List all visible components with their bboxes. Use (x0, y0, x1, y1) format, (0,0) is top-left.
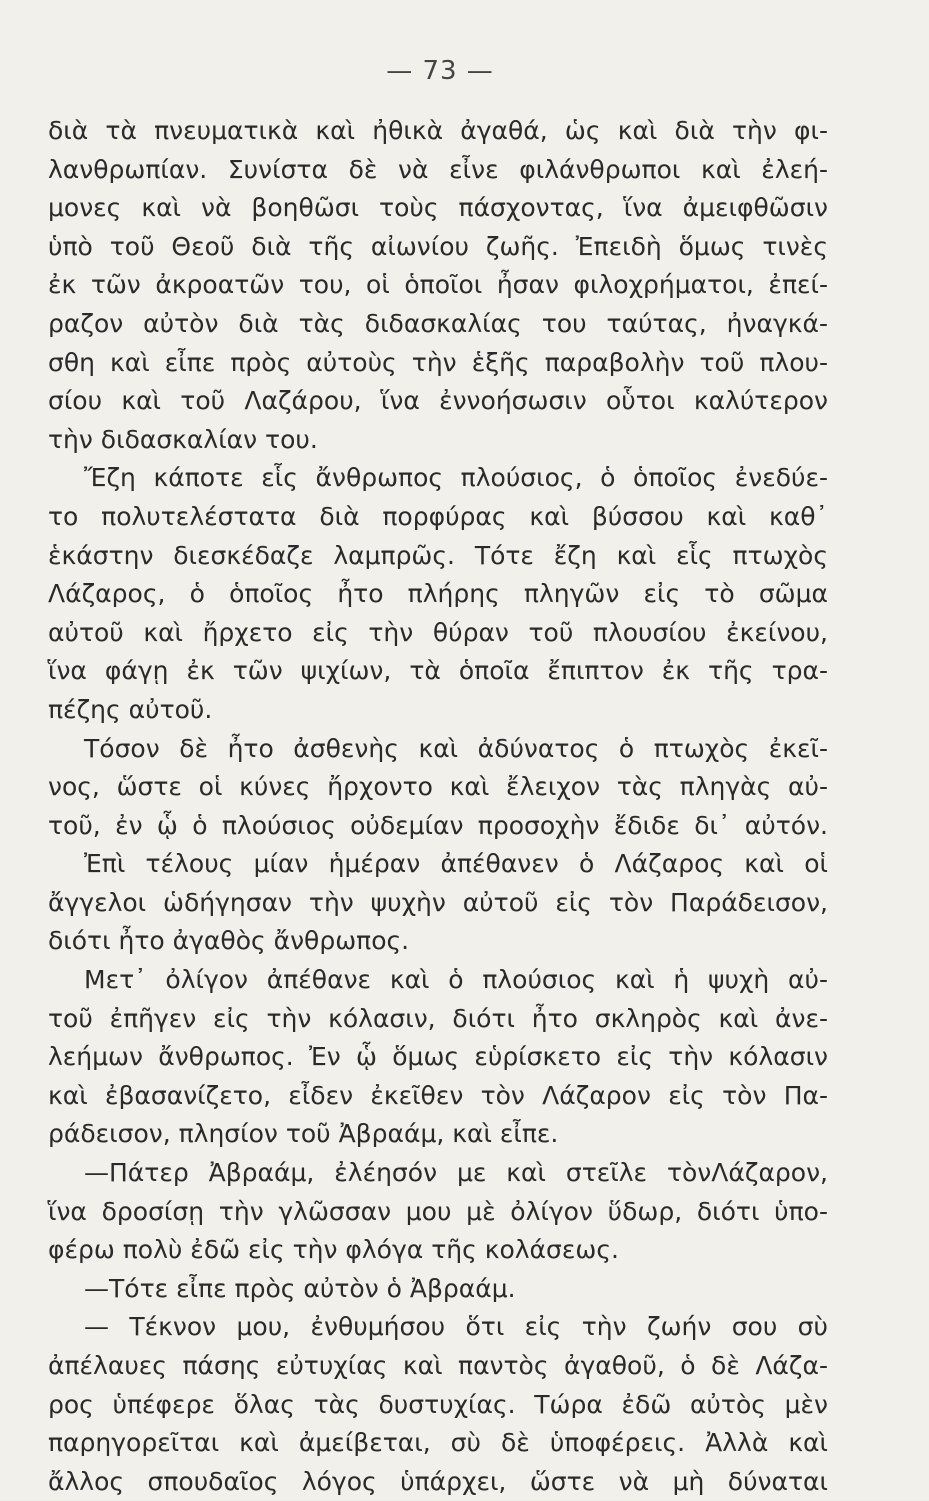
text-line: Ἔζη κάποτε εἷς ἄνθρωπος πλούσιος, ὁ ὁποῖος ἐνεδύε- (84, 463, 828, 493)
text-line: λεήμων ἄνθρωπος. Ἐν ᾧ ὅμως εὑρίσκετο εἰς τὴν κόλασιν (48, 1042, 828, 1072)
text-line: Λάζαρος, ὁ ὁποῖος ἦτο πλήρης πληγῶν εἰς τὸ σῶμα (48, 579, 828, 609)
text-line: μονες καὶ νὰ βοηθῶσι τοὺς πάσχοντας, ἵνα ἀμειφθῶσιν (48, 193, 828, 223)
page-number: — 73 — (386, 56, 494, 86)
text-line: ὑπὸ τοῦ Θεοῦ διὰ τῆς αἰωνίου ζωῆς. Ἐπειδὴ ὅμως τινὲς (48, 231, 828, 261)
text-line: ράδεισον, πλησίον τοῦ Ἀβραάμ, καὶ εἶπε. (48, 1119, 559, 1149)
text-line: καὶ ἐβασανίζετο, εἶδεν ἐκεῖθεν τὸν Λάζαρον εἰς τὸν Πα- (48, 1080, 828, 1110)
text-line: τὴν διδασκαλίαν του. (48, 424, 318, 454)
text-line: λανθρωπίαν. Συνίστα δὲ νὰ εἶνε φιλάνθρωποι καὶ ἐλεή- (48, 154, 828, 184)
text-line: ραζον αὐτὸν διὰ τὰς διδασκαλίας του ταύτας, ἠναγκά- (48, 308, 828, 338)
text-line: διότι ἦτο ἀγαθὸς ἄνθρωπος. (48, 926, 410, 956)
text-line: Μετ᾿ ὀλίγον ἀπέθανε καὶ ὁ πλούσιος καὶ ἡ ψυχὴ αὐ- (84, 965, 828, 995)
text-line: παρηγορεῖται καὶ ἀμείβεται, σὺ δὲ ὑποφέρεις. Ἀλλὰ καὶ (48, 1428, 828, 1458)
text-line: ἄλλος σπουδαῖος λόγος ὑπάρχει, ὥστε νὰ μὴ δύναται (48, 1466, 828, 1496)
text-line: διὰ τὰ πνευματικὰ καὶ ἠθικὰ ἀγαθά, ὡς καὶ διὰ τὴν φι- (48, 116, 828, 145)
text-line: —Τότε εἶπε πρὸς αὐτὸν ὁ Ἀβραάμ. (84, 1273, 516, 1303)
text-line: φέρω πολὺ ἐδῶ εἰς τὴν φλόγα τῆς κολάσεως. (48, 1235, 619, 1265)
text-line: το πολυτελέστατα διὰ πορφύρας καὶ βύσσου καὶ καθ᾿ (48, 501, 828, 531)
text-line: νος, ὥστε οἱ κύνες ἤρχοντο καὶ ἔλειχον τὰς πληγὰς αὐ- (48, 772, 828, 802)
text-line: — Τέκνον μου, ἐνθυμήσου ὅτι εἰς τὴν ζωήν σου σὺ (84, 1312, 828, 1342)
text-line: ἄγγελοι ὡδήγησαν τὴν ψυχὴν αὐτοῦ εἰς τὸν Παράδεισον, (48, 887, 828, 917)
text-line: τοῦ, ἐν ᾧ ὁ πλούσιος οὐδεμίαν προσοχὴν ἔδιδε δι᾿ αὐτόν. (48, 810, 828, 840)
text-line: ἵνα δροσίσῃ τὴν γλῶσσαν μου μὲ ὀλίγον ὕδωρ, διότι ὑπο- (48, 1196, 828, 1226)
text-line: ἀπέλαυες πάσης εὐτυχίας καὶ παντὸς ἀγαθοῦ, ὁ δὲ Λάζα- (48, 1351, 828, 1380)
text-line: Τόσον δὲ ἦτο ἀσθενὴς καὶ ἀδύνατος ὁ πτωχὸς ἐκεῖ- (84, 733, 828, 763)
text-line: ἐκ τῶν ἀκροατῶν του, οἱ ὁποῖοι ἦσαν φιλοχρήματοι, ἐπεί- (48, 270, 828, 300)
body-text (48, 112, 828, 1501)
text-line: σθη καὶ εἶπε πρὸς αὐτοὺς τὴν ἑξῆς παραβολὴν τοῦ πλου- (48, 347, 828, 377)
text-line: ρος ὑπέφερε ὅλας τὰς δυστυχίας. Τώρα ἐδῶ αὐτὸς μὲν (48, 1389, 828, 1419)
text-line: αὐτοῦ καὶ ἤρχετο εἰς τὴν θύραν τοῦ πλουσίου ἐκείνου, (48, 617, 828, 647)
text-line: —Πάτερ Ἀβραάμ, ἐλέησόν με καὶ στεῖλε τὸνΛάζαρον, (84, 1158, 828, 1188)
text-line: τοῦ ἐπῆγεν εἰς τὴν κόλασιν, διότι ἦτο σκληρὸς καὶ ἀνε- (48, 1003, 828, 1033)
text-line: πέζης αὐτοῦ. (48, 694, 213, 724)
text-line: ἑκάστην διεσκέδαζε λαμπρῶς. Τότε ἔζη καὶ εἷς πτωχὸς (48, 540, 828, 570)
text-line: Ἐπὶ τέλους μίαν ἡμέραν ἀπέθανεν ὁ Λάζαρος καὶ οἱ (84, 849, 828, 879)
text-line: σίου καὶ τοῦ Λαζάρου, ἵνα ἐννοήσωσιν οὗτοι καλύτερον (48, 386, 828, 416)
text-line: ἵνα φάγῃ ἐκ τῶν ψιχίων, τὰ ὁποῖα ἔπιπτον ἐκ τῆς τρα- (48, 656, 828, 686)
